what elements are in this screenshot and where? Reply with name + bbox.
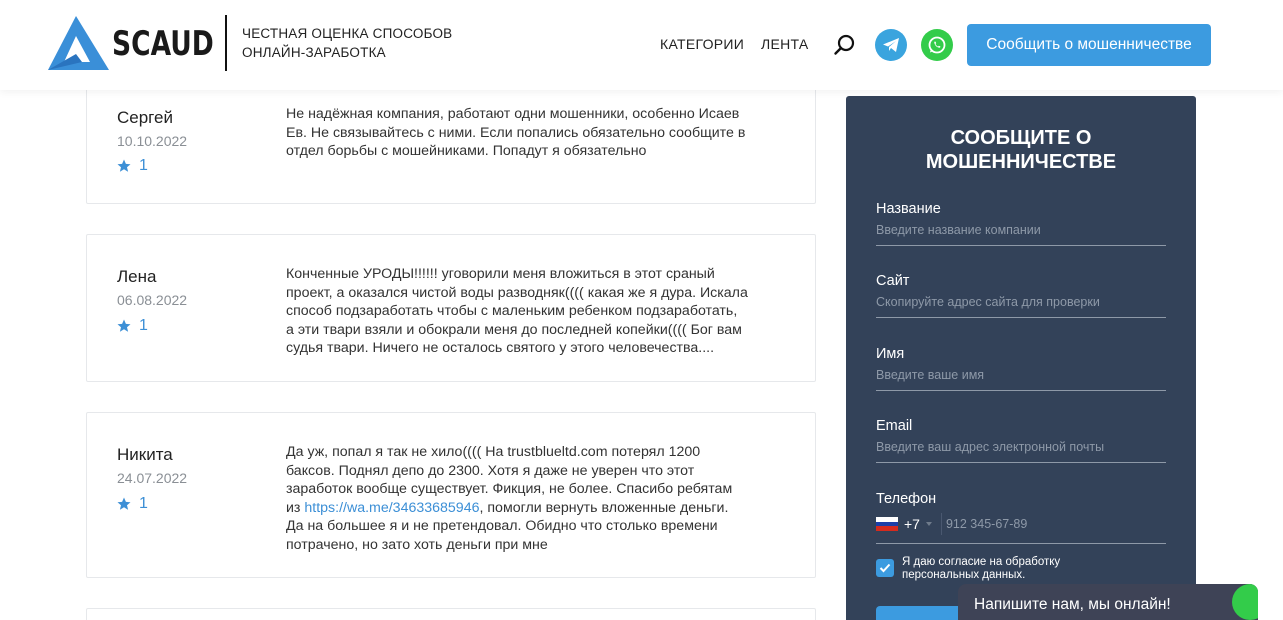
company-name-input[interactable] xyxy=(876,223,1166,246)
review-text-line xyxy=(286,499,776,518)
link-prefix: из xyxy=(286,499,305,516)
review-rating xyxy=(117,495,148,513)
rating-value: 1 xyxy=(139,317,148,334)
star-icon xyxy=(117,497,131,511)
review-rating xyxy=(117,157,148,175)
consent-checkbox[interactable] xyxy=(876,559,894,577)
review-text-line: баксов. Поднял депо до 2300. Хотя я даже не уверен что этот xyxy=(286,462,695,479)
review-text-line: а эти твари взяли и обокрали меня до последней копейки(((( Бог вам xyxy=(286,321,742,338)
review-text-line: проект, а оказался чистой воды разводняк(((( какая же я дура. Искала xyxy=(286,284,748,301)
phone-input[interactable] xyxy=(946,517,1146,531)
name-field xyxy=(876,346,1166,391)
site-header xyxy=(0,0,1283,90)
site-field xyxy=(876,273,1166,318)
review-text-line: Да на большее я и не претендовал. Обидно что столько времени xyxy=(286,518,718,535)
country-code[interactable]: +7 xyxy=(904,516,920,532)
whatsapp-icon[interactable] xyxy=(921,29,953,61)
review-card xyxy=(86,84,816,204)
report-form xyxy=(846,96,1196,620)
telegram-icon[interactable] xyxy=(875,29,907,61)
review-text xyxy=(286,265,776,358)
review-date: 06.08.2022 xyxy=(117,292,188,308)
review-text-line: Да уж, попал я так не хило(((( На trustblueltd.com потерял 1200 xyxy=(286,444,701,460)
logo-text: SCAUD xyxy=(112,24,214,64)
field-label: Имя xyxy=(876,346,905,362)
chat-icon xyxy=(1232,584,1258,620)
review-text-line: заработок вообще существует. Фикция, не более. Спасибо ребятам xyxy=(286,481,733,498)
site-input[interactable] xyxy=(876,295,1166,318)
report-fraud-button[interactable]: Сообщить о мошенничестве xyxy=(967,24,1211,66)
field-label: Телефон xyxy=(876,491,937,507)
divider xyxy=(941,513,942,535)
nav-categories[interactable]: КАТЕГОРИИ xyxy=(660,36,745,52)
russia-flag-icon[interactable] xyxy=(876,517,898,531)
form-title-line: СООБЩИТЕ О xyxy=(950,127,1092,149)
review-text xyxy=(286,443,776,555)
review-text-line: потрачено, но зато хоть деньги при мне xyxy=(286,536,548,553)
review-date: 24.07.2022 xyxy=(117,470,188,486)
consent-line: персональных данных. xyxy=(902,569,1026,581)
consent-label xyxy=(902,556,1102,582)
review-text-line: Конченные УРОДЫ!!!!!! уговорили меня вложиться в этот сраный xyxy=(286,266,715,282)
header-divider xyxy=(225,15,227,71)
name-input[interactable] xyxy=(876,368,1166,391)
consent-line: Я даю согласие на обработку xyxy=(902,556,1061,568)
tagline-line: ЧЕСТНАЯ ОЦЕНКА СПОСОБОВ xyxy=(242,26,453,41)
logo-triangle-icon xyxy=(46,14,110,72)
star-icon xyxy=(117,159,131,173)
review-text-line: судья твари. Ничего не осталось святого у этого человечества.... xyxy=(286,340,715,357)
rating-value: 1 xyxy=(139,495,148,512)
review-text-line: способ подзаработать чтобы с маленьким ребенком подзаработать, xyxy=(286,303,738,320)
review-date: 10.10.2022 xyxy=(117,133,188,149)
review-card xyxy=(86,234,816,382)
link-suffix: , помогли вернуть вложенные деньги. xyxy=(479,499,729,516)
review-text-line: отдел борьбы с мошейниками. Попадут я обязательно xyxy=(286,143,647,160)
rating-value: 1 xyxy=(139,157,148,174)
review-card xyxy=(86,412,816,578)
search-icon[interactable] xyxy=(833,33,857,57)
field-label: Email xyxy=(876,418,913,434)
star-icon xyxy=(117,319,131,333)
email-field xyxy=(876,418,1166,463)
review-author: Лена xyxy=(117,267,157,286)
phone-row xyxy=(876,513,1166,544)
field-label: Название xyxy=(876,201,941,217)
email-input[interactable] xyxy=(876,440,1166,463)
review-card xyxy=(86,608,816,620)
review-text-line: Ев. Не связывайтесь с ними. Если попались обязательно сообщите в xyxy=(286,124,746,141)
review-author: Никита xyxy=(117,445,173,464)
field-label: Сайт xyxy=(876,273,910,289)
review-text xyxy=(286,105,776,161)
form-title-line: МОШЕННИЧЕСТВЕ xyxy=(925,151,1117,173)
nav-feed[interactable]: ЛЕНТА xyxy=(761,36,809,52)
site-tagline xyxy=(242,24,472,62)
chat-label: Напишите нам, мы онлайн! xyxy=(974,596,1171,613)
whatsapp-link[interactable]: https://wa.me/34633685946 xyxy=(304,499,480,516)
logo[interactable] xyxy=(46,14,214,72)
chevron-down-icon[interactable] xyxy=(926,522,932,526)
form-title xyxy=(846,126,1196,174)
tagline-line: ОНЛАЙН-ЗАРАБОТКА xyxy=(242,45,386,60)
chat-widget[interactable] xyxy=(958,584,1258,620)
review-rating xyxy=(117,317,148,335)
phone-field xyxy=(876,491,1166,544)
company-name-field xyxy=(876,201,1166,246)
review-author: Сергей xyxy=(117,108,173,127)
review-text-line: Не надёжная компания, работают одни мошенники, особенно Исаев xyxy=(286,106,740,122)
check-icon xyxy=(879,563,891,573)
consent-row xyxy=(876,556,1166,582)
